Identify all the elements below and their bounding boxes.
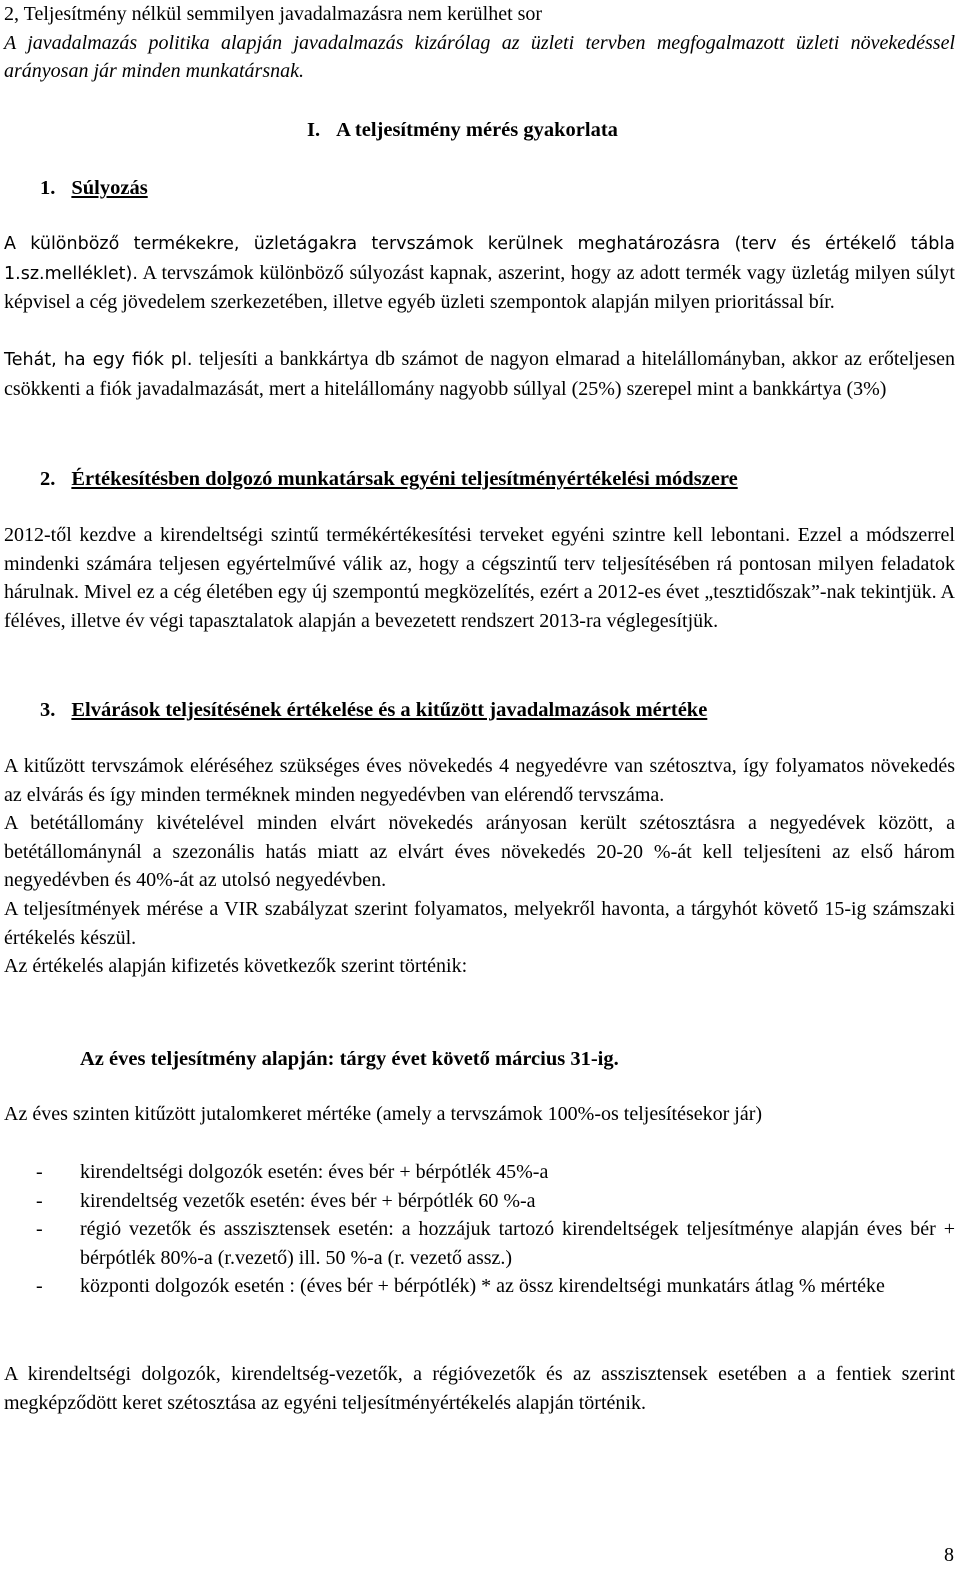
section1-para2b: teljesíti a bankkártya db számot de nagyon elmarad a hitelállományban, akkor az erőteljesen csökkenti a fiók javadalmazását, mert a hitelállomány nagyobb súllyal (25%) szerepel mint a bankkártya (3%) [4, 348, 956, 400]
section3-para3: A teljesítmények mérése a VIR szabályzat szerint folyamatos, melyekről havonta, a tárgyhót követő 15-ig számszaki értékelés készül. [4, 897, 955, 949]
section3-para5-block [4, 1100, 955, 1129]
section2-paragraph [4, 521, 955, 635]
section3-para6: A kirendeltségi dolgozók, kirendeltség-vezetők, a régióvezetők és az asszisztensek esetében a a fentiek szerint megképződött keret szétosztása az egyéni teljesítményértékelés alapján történik. [4, 1363, 955, 1414]
roman-number: I. [307, 119, 321, 141]
payment-deadline [80, 1045, 619, 1073]
section1-paragraph [4, 230, 955, 318]
section3-title: Elvárások teljesítésének értékelése és a kitűzött javadalmazások mértéke [71, 699, 708, 721]
list-item-text: kirendeltség vezetők esetén: éves bér + bérpótlék 60 %-a [80, 1189, 536, 1212]
list-dash: - [36, 1161, 43, 1183]
list-dash: - [36, 1218, 43, 1241]
list-item [36, 1187, 955, 1216]
list-item [36, 1158, 955, 1187]
section1-para1b: A tervszámok különböző súlyozást kapnak, aszerint, hogy az adott termék vagy üzletág milyen súlyt képvisel a cég jövedelem szerkezetében, illetve egyéb üzleti szempontok alapján milyen prioritással bír. [4, 261, 955, 314]
section1-number: 1. [40, 177, 56, 199]
section3-number: 3. [40, 699, 56, 721]
list-item [36, 1215, 955, 1272]
section2-heading [40, 465, 738, 493]
section3-para2: A betétállomány kivételével minden elvárt növekedés arányosan került szétosztásra a negyedévek között, a betétállománynál a szezonális hatás miatt az elvárt éves növekedés 20-20 %-át kell teljesíteni az első három negyedévben és 40%-át az utolsó negyedévben. [4, 812, 955, 892]
bonus-list [36, 1158, 955, 1301]
intro-block [4, 0, 955, 86]
list-item-text: régió vezetők és asszisztensek esetén: a hozzájuk tartozó kirendeltségek teljesítménye alapján éves bér + bérpótlék 80%-a (r.vezető) ill. 50 %-a (r. vezető assz.) [80, 1218, 955, 1269]
section3-body [4, 752, 955, 981]
payment-deadline-text: Az éves teljesítmény alapján: tárgy évet követő március 31-ig. [80, 1048, 619, 1070]
list-item-text: központi dolgozók esetén : (éves bér + bérpótlék) * az össz kirendeltségi munkatárs átlag % mértéke [80, 1275, 885, 1298]
list-item [36, 1272, 955, 1301]
section3-para1: A kitűzött tervszámok eléréséhez szükséges éves növekedés 4 negyedévre van szétosztva, így folyamatos növekedés az elvárás és így minden terméknek minden negyedévben van elérendő tervszáma. [4, 755, 955, 806]
section1-heading [40, 174, 148, 202]
section2-title: Értékesítésben dolgozó munkatársak egyéni teljesítményértékelési módszere [71, 468, 738, 490]
section3-heading [40, 696, 707, 724]
section1-para2a: Tehát, ha egy fiók pl. [4, 350, 193, 370]
roman-title: A teljesítmény mérés gyakorlata [336, 119, 618, 141]
list-item-text: kirendeltségi dolgozók esetén: éves bér + bérpótlék 45%-a [80, 1161, 549, 1183]
section1-title: Súlyozás [71, 177, 148, 199]
list-dash: - [36, 1189, 43, 1212]
section3-para6-block [4, 1360, 955, 1417]
section1-para1a: A különböző termékekre, üzletágakra tervszámok kerülnek meghatározásra (terv és értékelő tábla 1.sz.melléklet). [4, 234, 955, 284]
intro-line: 2, Teljesítmény nélkül semmilyen javadalmazásra nem kerülhet sor [4, 3, 543, 25]
section3-para5: Az éves szinten kitűzött jutalomkeret mértéke (amely a tervszámok 100%-os teljesítésekor jár) [4, 1103, 763, 1125]
intro-italic: A javadalmazás politika alapján javadalmazás kizárólag az üzleti tervben megfogalmazott üzleti növekedéssel arányosan jár minden munkatársnak. [4, 31, 955, 83]
section2-para: 2012-től kezdve a kirendeltségi szintű termékértékesítési terveket egyéni szintre kell lebontani. Ezzel a módszerrel mindenki számára teljesen egyértelművé válik az, hogy a cégszintű terv teljesítésében rá pontosan milyen feladatok hárulnak. Mivel ez a cég életében egy új szempontú megközelítés, ezért a 2012-es évet „tesztidőszak”-nak tekintjük. A féléves, illetve év végi tapasztalatok alapján a bevezetett rendszert 2013-ra véglegesítjük. [4, 524, 955, 632]
roman-heading [307, 116, 618, 144]
section1-paragraph-2 [4, 345, 955, 404]
page-number: 8 [944, 1544, 954, 1566]
list-dash: - [36, 1275, 43, 1298]
section3-para4: Az értékelés alapján kifizetés következők szerint történik: [4, 955, 468, 978]
section2-number: 2. [40, 468, 56, 490]
